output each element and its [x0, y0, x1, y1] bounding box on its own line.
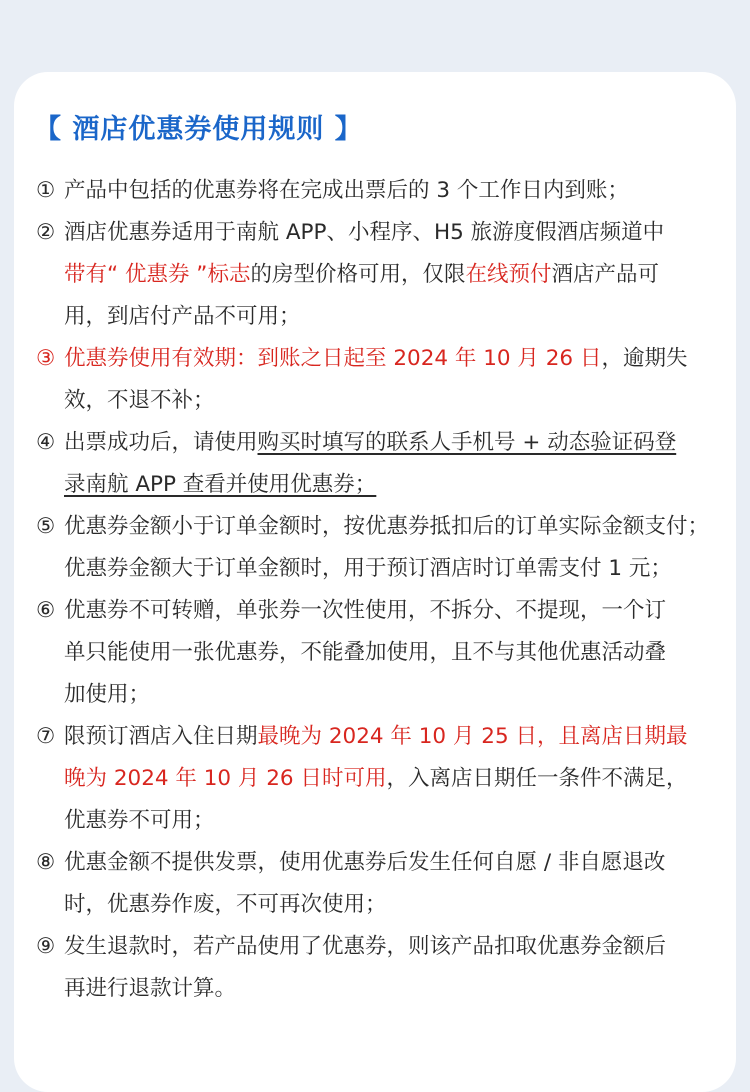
rule-text: 加使用； — [64, 682, 151, 707]
rule-text: 优惠券不可转赠，单张券一次性使用，不拆分、不提现，一个订 — [64, 598, 667, 623]
rule-number: ③ — [36, 346, 56, 371]
rule-item-6 — [34, 590, 718, 716]
rule-number: ⑨ — [36, 934, 56, 959]
rule-text: 出票成功后，请使用 — [64, 430, 258, 455]
rule-text: 产品中包括的优惠券将在完成出票后的 3 个工作日内到账； — [64, 178, 629, 203]
rule-item-7 — [34, 716, 718, 842]
rule-number: ⑦ — [36, 724, 56, 749]
rule-text: 优惠券不可用； — [64, 808, 215, 833]
rule-text: 时，优惠券作废，不可再次使用； — [64, 892, 387, 917]
rule-highlight: 最晚为 2024 年 10 月 25 日，且离店日期最 — [257, 724, 688, 749]
rule-text: ，逾期失 — [601, 346, 688, 371]
rule-item-9 — [34, 926, 718, 1010]
rule-highlight: 在线预付 — [465, 262, 552, 287]
rule-item-3 — [34, 338, 718, 422]
rule-number: ② — [36, 220, 56, 245]
rule-text: 再进行退款计算。 — [64, 976, 237, 1001]
rule-text: 优惠金额不提供发票，使用优惠券后发生任何自愿 / 非自愿退改 — [64, 850, 666, 875]
rule-highlight: 优惠券使用有效期：到账之日起至 2024 年 10 月 26 日 — [64, 346, 602, 371]
rule-number: ④ — [36, 430, 56, 455]
rule-underlined-text: 录南航 APP 查看并使用优惠券； — [64, 472, 377, 497]
rules-list — [34, 170, 718, 1010]
rule-text: ，入离店日期任一条件不满足， — [386, 766, 688, 791]
rule-text: 发生退款时，若产品使用了优惠券，则该产品扣取优惠券金额后 — [64, 934, 667, 959]
rules-card — [14, 72, 736, 1092]
rule-item-1 — [34, 170, 718, 212]
page-title: 【 酒店优惠券使用规则 】 — [34, 114, 363, 145]
rule-highlight: 带有“ 优惠券 ”标志 — [64, 262, 251, 287]
rule-text: 酒店产品可 — [551, 262, 659, 287]
rule-item-4 — [34, 422, 718, 506]
rule-text: 单只能使用一张优惠券，不能叠加使用，且不与其他优惠活动叠 — [64, 640, 667, 665]
rule-highlight: 晚为 2024 年 10 月 26 日时可用 — [64, 766, 387, 791]
rule-text: 优惠券金额大于订单金额时，用于预订酒店时订单需支付 1 元； — [64, 556, 672, 581]
rule-item-5 — [34, 506, 718, 590]
rule-number: ⑥ — [36, 598, 56, 623]
rule-number: ⑧ — [36, 850, 56, 875]
rule-text: 效，不退不补； — [64, 388, 215, 413]
rule-number: ⑤ — [36, 514, 56, 539]
rule-item-2 — [34, 212, 718, 338]
rule-text: 优惠券金额小于订单金额时，按优惠券抵扣后的订单实际金额支付； — [64, 514, 710, 539]
rule-number: ① — [36, 178, 56, 203]
rule-text: 限预订酒店入住日期 — [64, 724, 258, 749]
rule-text: 用，到店付产品不可用； — [64, 304, 301, 329]
rule-item-8 — [34, 842, 718, 926]
rule-text: 酒店优惠券适用于南航 APP、小程序、H5 旅游度假酒店频道中 — [64, 220, 665, 245]
rule-text: 的房型价格可用，仅限 — [250, 262, 466, 287]
rule-underlined-text: 购买时填写的联系人手机号 + 动态验证码登 — [257, 430, 677, 455]
